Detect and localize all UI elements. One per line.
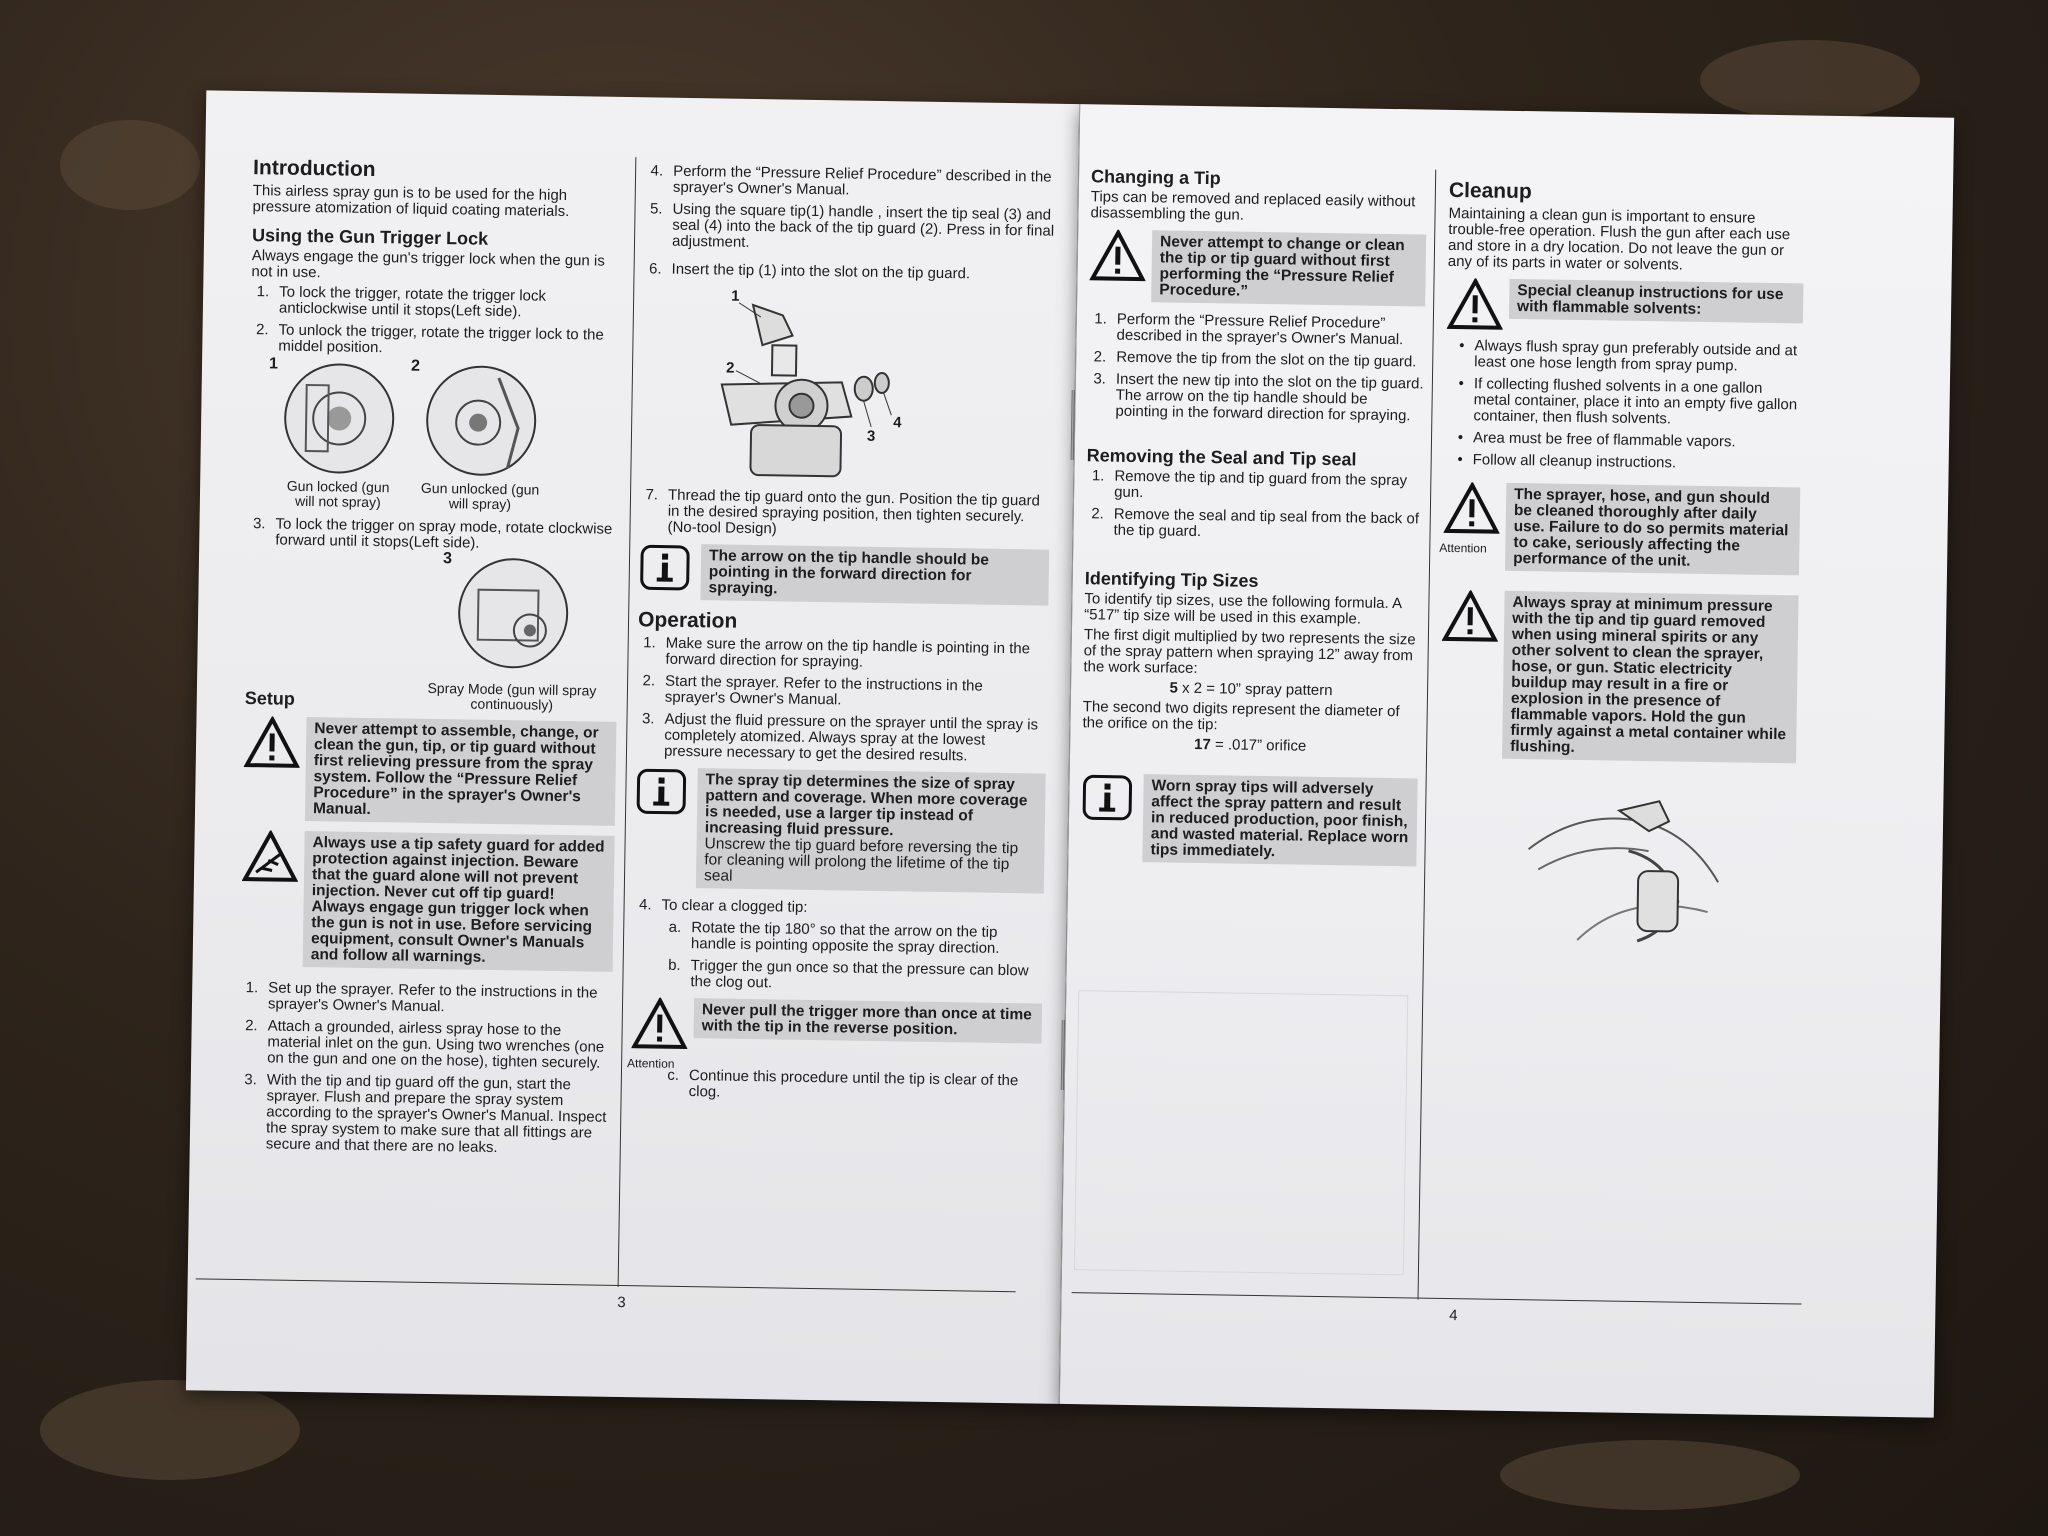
injection-hazard-icon <box>242 830 299 887</box>
warning-flammable <box>1447 278 1804 334</box>
warning-text: Never attempt to change or clean the tip or tip guard without first performing the “Pressure Relief Procedure.” <box>1151 230 1426 306</box>
warning-text: The sprayer, hose, and gun should be cleaned thoroughly after daily use. Failure to do so permits material to cake, seriously affecting the performance of the unit. <box>1505 483 1800 576</box>
operation-substep: c. Continue this procedure until the tip is clear of the clog. <box>667 1066 1019 1101</box>
ground-patch <box>1700 40 1920 120</box>
warning-triangle-icon <box>1447 278 1504 329</box>
intro-title: Introduction <box>252 156 376 182</box>
assembly-step: 4. Perform the “Pressure Relief Procedure” described in the sprayer's Owner's Manual. <box>650 162 1052 199</box>
right-col-1 <box>1080 166 1427 876</box>
warning-change-tip <box>1089 229 1426 306</box>
seal-step: 2. Remove the seal and tip seal from the back of the tip guard. <box>1091 505 1420 541</box>
formula-pattern: 5 x 2 = 10” spray pattern <box>1169 679 1333 700</box>
gun-flushing-icon <box>1517 789 1740 962</box>
trigger-title: Using the Gun Trigger Lock <box>251 225 489 249</box>
tip-assembly-diagram <box>640 283 1053 489</box>
info-arrow-direction <box>638 543 1049 605</box>
figure-unlocked: 2 Gun unlocked (gun will spray) <box>410 357 540 513</box>
ground-patch <box>60 120 200 210</box>
setup-step: 1. Set up the sprayer. Refer to the instructions in the sprayer's Owner's Manual. <box>245 979 598 1016</box>
setup-step: 3. With the tip and tip guard off the gun, start the sprayer. Flush and prepare the spray system according to the sprayer's Owner's Manual. Inspect the spray system to make sure that all fittings are secure and that there are no leaks. <box>244 1071 607 1157</box>
tip-sizes-title: Identifying Tip Sizes <box>1084 568 1259 591</box>
intro-text: This airless spray gun is to be used for the high pressure atomization of liquid coating materials. <box>252 182 570 221</box>
warning-triangle-icon <box>627 997 688 1071</box>
page-left <box>186 90 1080 1404</box>
info-text: The arrow on the tip handle should be pointing in the forward direction for spraying. <box>700 544 1049 605</box>
figure-spray-mode <box>245 550 619 678</box>
setup-row <box>245 678 617 714</box>
operation-substep: b. Trigger the gun once so that the pressure can blow the clog out. <box>668 956 1029 992</box>
bottom-rule <box>1072 1292 1802 1304</box>
setup-title: Setup <box>244 688 295 709</box>
change-tip-title: Changing a Tip <box>1090 166 1221 189</box>
warning-text: Always spray at minimum pressure with the tip and tip guard removed when using mineral spirits or any other solvent to clean the sprayer, hose, or gun. Static electricity buildup may result in a fire or explosion in the presence of flammable vapors. Hold the gun firmly against a metal container while flushing. <box>1502 591 1799 764</box>
cleanup-bullet: • If collecting flushed solvents in a one gallon metal container, place it into an empty five gallon container, then flush solvents. <box>1458 375 1798 428</box>
info-icon <box>635 767 692 818</box>
change-tip-step: 3. Insert the new tip into the slot on the tip guard. The arrow on the tip handle should be pointing in the forward direction for spraying. <box>1093 370 1424 425</box>
info-icon <box>1081 773 1138 824</box>
seal-step: 1. Remove the tip and tip guard from the spray gun. <box>1091 467 1408 502</box>
figure-locked: 1 Gun locked (gun will not spray) <box>278 363 400 511</box>
info-icon <box>639 543 696 594</box>
trigger-step: 1. To lock the trigger, rotate the trigger lock anticlockwise until it stops(Left side). <box>256 283 547 321</box>
attention-caption: Attention <box>627 1056 675 1071</box>
diagram-label: 1 <box>731 287 740 305</box>
warning-text: Never pull the trigger more than once at time with the tip in the reverse position. <box>694 998 1043 1043</box>
trigger-figures <box>268 355 622 514</box>
gun-unlocked-illustration: 2 <box>425 365 537 477</box>
gun-locked-illustration: 1 <box>283 363 395 475</box>
flushing-illustration <box>1517 789 1796 967</box>
change-tip-step: 2. Remove the tip from the slot on the tip guard. <box>1093 348 1417 371</box>
operation-title: Operation <box>637 608 738 633</box>
cleanup-bullet: • Area must be free of flammable vapors. <box>1457 429 1736 451</box>
setup-step: 2. Attach a grounded, airless spray hose to the material inlet on the gun. Using two wrenches (one on the gun and one on the hose), tighten securely. <box>245 1017 605 1072</box>
operation-substep: a. Rotate the tip 180° so that the arrow on the tip handle is pointing opposite the spray direction. <box>668 918 1000 957</box>
diagram-label: 4 <box>893 414 902 432</box>
page-number: 3 <box>617 1293 626 1312</box>
trigger-step: 3. To lock the trigger on spray mode, rotate clockwise forward until it stops(Left side). <box>252 515 613 552</box>
manual-booklet <box>186 90 1954 1421</box>
warning-triangle-icon <box>1442 590 1499 647</box>
tip-assembly-illustration <box>640 283 1053 489</box>
cleanup-bullet: • Follow all cleanup instructions. <box>1457 451 1677 472</box>
cleanup-bullet: • Always flush spray gun preferably outside and at least one hose length from spray pump. <box>1459 337 1798 375</box>
warning-triangle-icon <box>1439 482 1500 556</box>
cleanup-text: Maintaining a clean gun is important to ensure trouble-free operation. Flush the gun after each use and store in a dry location. Do not leave the gun or any of its parts in water or solvents. <box>1447 204 1791 274</box>
spray-mode-illustration: 3 <box>457 557 569 669</box>
diagram-label: 2 <box>725 359 735 377</box>
info-text: The spray tip determines the size of spray pattern and coverage. When more coverage is needed, use a larger tip instead of increasing fluid pressure. Unscrew the tip guard before reversing the tip for cleaning will prolong the lifetime of the tip seal <box>696 768 1046 893</box>
tip-sizes-text: The first digit multiplied by two represents the size of the spray pattern when spraying 12” away from the work surface: <box>1083 626 1416 677</box>
change-tip-text: Tips can be removed and replaced easily without disassembling the gun. <box>1090 188 1416 224</box>
warning-tip-guard <box>241 830 615 972</box>
trigger-step: 2. To unlock the trigger, rotate the trigger lock to the middel position. <box>255 321 604 357</box>
diagram-label: 3 <box>866 427 876 445</box>
warning-reverse-trigger <box>627 997 1042 1071</box>
trigger-text: Always engage the gun's trigger lock when the gun is not in use. <box>251 247 605 282</box>
bottom-rule <box>196 1278 1016 1292</box>
assembly-step: 5. Using the square tip(1) handle , insert the tip seal (3) and seal (4) into the back of the tip guard (2). Press in for final adjustment. <box>649 200 1055 251</box>
attention-caption: Attention <box>1439 540 1487 556</box>
warning-text: Always use a tip safety guard for added protection against injection. Beware that the guard alone will not prevent injection. Never cut off tip guard! Always engage gun trigger lock when the gun is not in use. Before servicing equipment, consult Owner's Manuals and follow all warnings. <box>303 831 615 972</box>
tip-sizes-text: The second two digits represent the diameter of the orifice on the tip: <box>1082 698 1400 734</box>
cleanup-title: Cleanup <box>1448 178 1532 204</box>
info-text: Worn spray tips will adversely affect the spray pattern and result in reduced production, poor finish, and wasted material. Replace worn tips immediately. <box>1142 774 1417 866</box>
operation-step: 4. To clear a clogged tip: <box>638 896 808 916</box>
warning-triangle-icon <box>244 716 301 773</box>
change-tip-step: 1. Perform the “Pressure Relief Procedure” described in the sprayer's Owner's Manual. <box>1094 310 1404 349</box>
warning-clean-daily <box>1439 482 1800 576</box>
seal-title: Removing the Seal and Tip seal <box>1086 445 1357 470</box>
warning-text: Never attempt to assemble, change, or clean the gun, tip, or tip guard without first relieving pressure from the spray system. Follow the “Pressure Relief Procedure” in the sprayer's Owner's Manual. <box>305 717 617 826</box>
left-col-1 <box>238 151 626 1164</box>
warning-triangle-icon <box>1089 229 1146 286</box>
operation-step: 1. Make sure the arrow on the tip handle is pointing in the forward direction for spraying. <box>643 634 1031 671</box>
show-through-table <box>1074 990 1408 1275</box>
formula-orifice: 17 = .017” orifice <box>1193 735 1307 755</box>
assembly-step: 6. Insert the tip (1) into the slot on the tip guard. <box>648 260 971 283</box>
info-spray-tip <box>634 767 1046 893</box>
left-col-2 <box>627 162 1055 1111</box>
warning-minimum-pressure <box>1440 590 1799 764</box>
tip-sizes-text: To identify tip sizes, use the following formula. A “517” tip size will be used in this example. <box>1084 590 1402 628</box>
operation-step: 3. Adjust the fluid pressure on the sprayer until the spray is completely atomized. Always spray at the lowest pressure necessary to get the desired results. <box>641 710 1039 765</box>
setup-steps <box>238 980 613 1158</box>
info-worn-tips <box>1080 773 1417 866</box>
warning-assemble <box>243 716 617 826</box>
ground-patch <box>1500 1440 1800 1510</box>
spray-mode-caption: Spray Mode (gun will spray continuously) <box>427 679 597 713</box>
page-right <box>1060 104 1954 1418</box>
operation-step: 2. Start the sprayer. Refer to the instructions in the sprayer's Owner's Manual. <box>642 672 983 709</box>
assembly-step: 7. Thread the tip guard onto the gun. Position the tip guard in the desired spraying position, then tighten securely. (No-tool Design) <box>645 486 1041 538</box>
page-number: 4 <box>1449 1307 1458 1325</box>
right-col-2 <box>1437 180 1805 967</box>
warning-text: Special cleanup instructions for use with flammable solvents: <box>1509 279 1804 324</box>
